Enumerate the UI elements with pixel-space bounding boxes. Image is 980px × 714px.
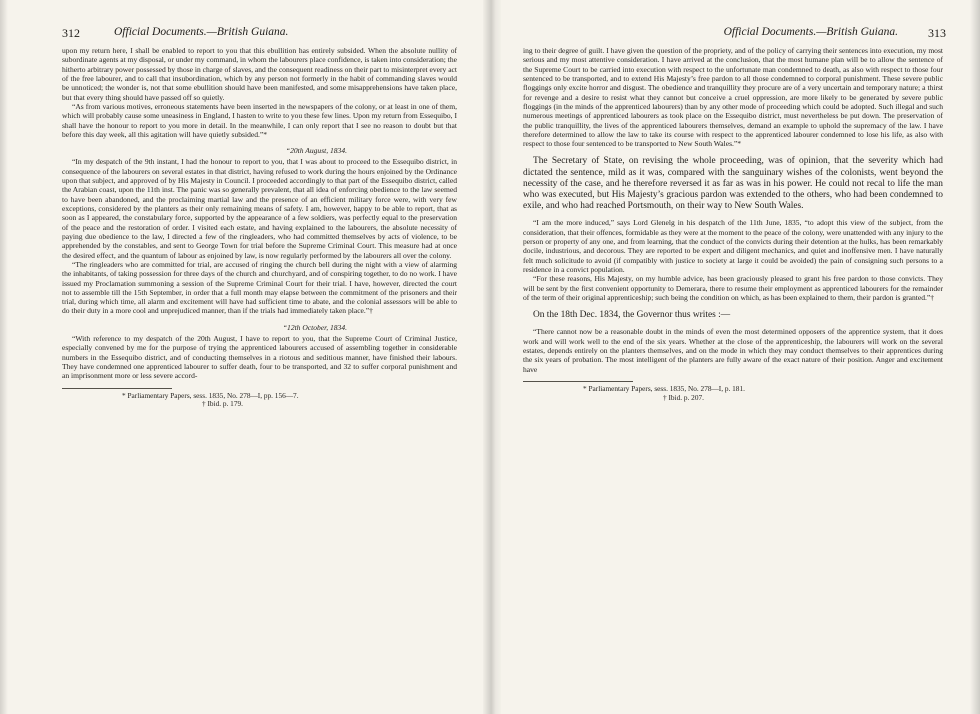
left-footnote-rule [62, 388, 172, 389]
left-date-2: “12th October, 1834. [282, 322, 347, 332]
right-page-header [523, 26, 946, 40]
left-page [0, 0, 485, 714]
left-date-1: “20th August, 1834. [285, 146, 347, 156]
left-page-number: 312 [62, 26, 80, 40]
right-paragraph-4: “For these reasons, His Majesty, on my humble advice, has been graciously pleased to grant his free pardon to those convicts. They will be sent by the first convenient opportunity to Demerara, there to resume their employment as apprenticed labourers for the remainder of the term of their original apprenticeship; such being the condition on which, as has been explained to them, their pardon is granted.”† [523, 274, 943, 302]
right-footnote-2: † Ibid. p. 207. [663, 392, 704, 402]
right-page-number: 313 [928, 26, 946, 40]
right-footnote-rule [523, 381, 633, 382]
right-page [499, 0, 980, 714]
left-running-title: Official Documents.—British Guiana. [114, 26, 289, 38]
left-footnote-1: * Parliamentary Papers, sess. 1835, No. 278—I, pp. 156—7. [122, 390, 299, 400]
left-text-column [62, 46, 457, 409]
left-page-header [62, 26, 457, 40]
left-paragraph-1: upon my return here, I shall be enabled to report to you that this ebullition has entirely subsided. When the absolute nullity of subordinate agents at my disposal, or under my command, in whom the labourers place confidence, is taken into consideration; the hitherto arbitrary power possessed by those in charge of slaves, and the consequent readiness on their part to misinterpret every act of the free labourer, and to call that insubordination, which by any person not formerly in the habit of commanding slaves would be unnoticed; the wonder is, not that some ebullition should have been manifested, and some misapprehensions have taken place, but that every thing should have passed off so quietly. [62, 46, 457, 102]
right-paragraph-2: The Secretary of State, on revising the whole proceeding, was of opinion, that the severity which had dictated the sentence, mild as it was, compared with the sanguinary wishes of the colonists, went beyond the necessity of the case, and he therefore reversed it as far as was in his power. He could not recal to life the man who was executed, but His Majesty’s gracious pardon was extended to the others, who had been condemned to exile, and who had reached Portsmouth, on their way to New South Wales. [523, 156, 943, 212]
left-paragraph-4: “The ringleaders who are committed for trial, are accused of ringing the church bell during the night with a view of alarming the inhabitants, of taking possession for three days of the church and churchyard, and of conspiring together, to do no work. I have issued my Proclamation summoning a session of the Supreme Criminal Court for their trial. I have, however, directed the court not to assemble till the 15th September, in order that a full month may elapse between the commitment of the prisoners and their trial, during which time, all alarm and excitement will have had sufficient time to abate, and the colonial assessors will be able to do their duty in a more cool and unprejudiced manner, than if the trials had immediately taken place.”† [62, 259, 457, 316]
right-footnote-1: * Parliamentary Papers, sess. 1835, No. 278—I, p. 181. [583, 384, 745, 394]
right-text-column [523, 46, 943, 402]
right-running-title: Official Documents.—British Guiana. [723, 26, 898, 38]
right-paragraph-1: ing to their degree of guilt. I have given the question of the propriety, and of the policy of carrying their sentences into execution, my most serious and my most attentive consideration. I have arrived at the conclusion, that the most humane plan will be to allow the sentence of the Supreme Court to be carried into execution with respect to the unfortunate man condemned to death, as also with respect to those four sentenced to be transported, and to extend His Majesty’s free pardon to all those condemned to corporal punishment. These severe public floggings only excite horror and disgust. The obedience and tranquillity they procure are of a very uncertain and temporary nature; a thirst for revenge and a desire to resist what they cannot but conceive a cruel oppression, are more likely to be generated by severe public floggings (in the minds of the apprenticed labourers) than by any other mode of proceeding which could be adopted. Such illegal and such numerous meetings of apprenticed labourers as took place on the Essequibo district, must nevertheless be put down. The preservation of the public tranquillity, the lives of the apprenticed labourers themselves, demand an example to uphold the supremacy of the law. I have therefore determined to allow the law to take its course with respect to the apprenticed labourer condemned to lose his life, as also with respect to those four sentenced to be transported to New South Wales.”* [523, 46, 943, 149]
left-footnote-2: † Ibid. p. 179. [202, 399, 243, 409]
right-paragraph-6: “There cannot now be a reasonable doubt in the minds of even the most determined opposers of the apprentice system, that it does work and will work well to the end of the six years. Whether at the close of the apprenticeship, the labourers will work on the several estates, depends entirely on the planters themselves, and on the mode in which they may conduct themselves to their apprentices during the six years of probation. The most intelligent of the planters are fully aware of the exact nature of their position. Anger and excitement have [523, 327, 943, 374]
left-paragraph-2: “As from various motives, erroneous statements have been inserted in the newspapers of the colony, or at least in one of them, which will probably cause some uneasiness in England, I hasten to write to you these few lines. Upon my return from Essequibo, I shall have the honour to report to you more in detail. In the meanwhile, I can only report that I see no reason to doubt but that before this day week, all this agitation will have quietly subsided.”* [62, 101, 457, 139]
left-paragraph-5: “With reference to my despatch of the 20th August, I have to report to you, that the Supreme Court of Criminal Justice, especially convened by me for the purpose of trying the apprenticed labourers accused of assembling together in considerable numbers in the Essequibo district, and of conducting themselves in a riotous and seditious manner, have finished their labours. They have condemned one apprenticed labourer to suffer death, four to be transported, and 32 to suffer corporal punishment and an imprisonment more or less severe accord- [62, 334, 457, 381]
left-paragraph-3: “In my despatch of the 9th instant, I had the honour to report to you, that I was about to proceed to the Essequibo district, in consequence of the labourers on several estates in that district, having refused to work during the hours enjoined by the Ordinance upon that subject, and approved of by His Majesty in Council. I proceeded accordingly to that part of the Essequibo district, called the Arabian coast, upon the 11th inst. The panic was so generally prevalent, that all idea of enforcing obedience to the law seemed to have been abandoned, and the proclaiming martial law and the presence of an efficient military force were, with very few exceptions, considered by the planters as their only remaining means of safety. I am, however, happy to be able to report, that as soon as I appeared, the constabulary force, supported by the appearance of a few soldiers, was perfectly equal to the preservation of the peace and the restoration of order. I visited each estate, and having explained to the labourers, the absolute necessity of paying due obedience to the law, I directed a few of the ringleaders, who had committed themselves by acts of violence, to be apprehended by the constables, and sent to George Town for trial before the Supreme Criminal Court. This measure had at once the desired effect, and the quantum of labour as enjoined by law, is now regularly performed by the labourers all over the colony. [62, 157, 457, 260]
right-paragraph-5: On the 18th Dec. 1834, the Governor thus writes :— [533, 310, 731, 321]
right-paragraph-3: “I am the more induced,” says Lord Glenelg in his despatch of the 11th June, 1835, “to adopt this view of the subject, from the consideration, that their offences, formidable as they were at the moment to the peace of the colony, were unattended with any injury to the person or property of any one, and from learning, that the conduct of the convicts during their detention at the hulks, has been remarkably docile, industrious, and decorous. They are reported to be expert and diligent mechanics, and quiet and inoffensive men. I have naturally felt much solicitude to avoid (if compatibly with justice to society at large it could be avoided) the pain of consigning such persons to a residence in a convict population. [523, 218, 943, 275]
